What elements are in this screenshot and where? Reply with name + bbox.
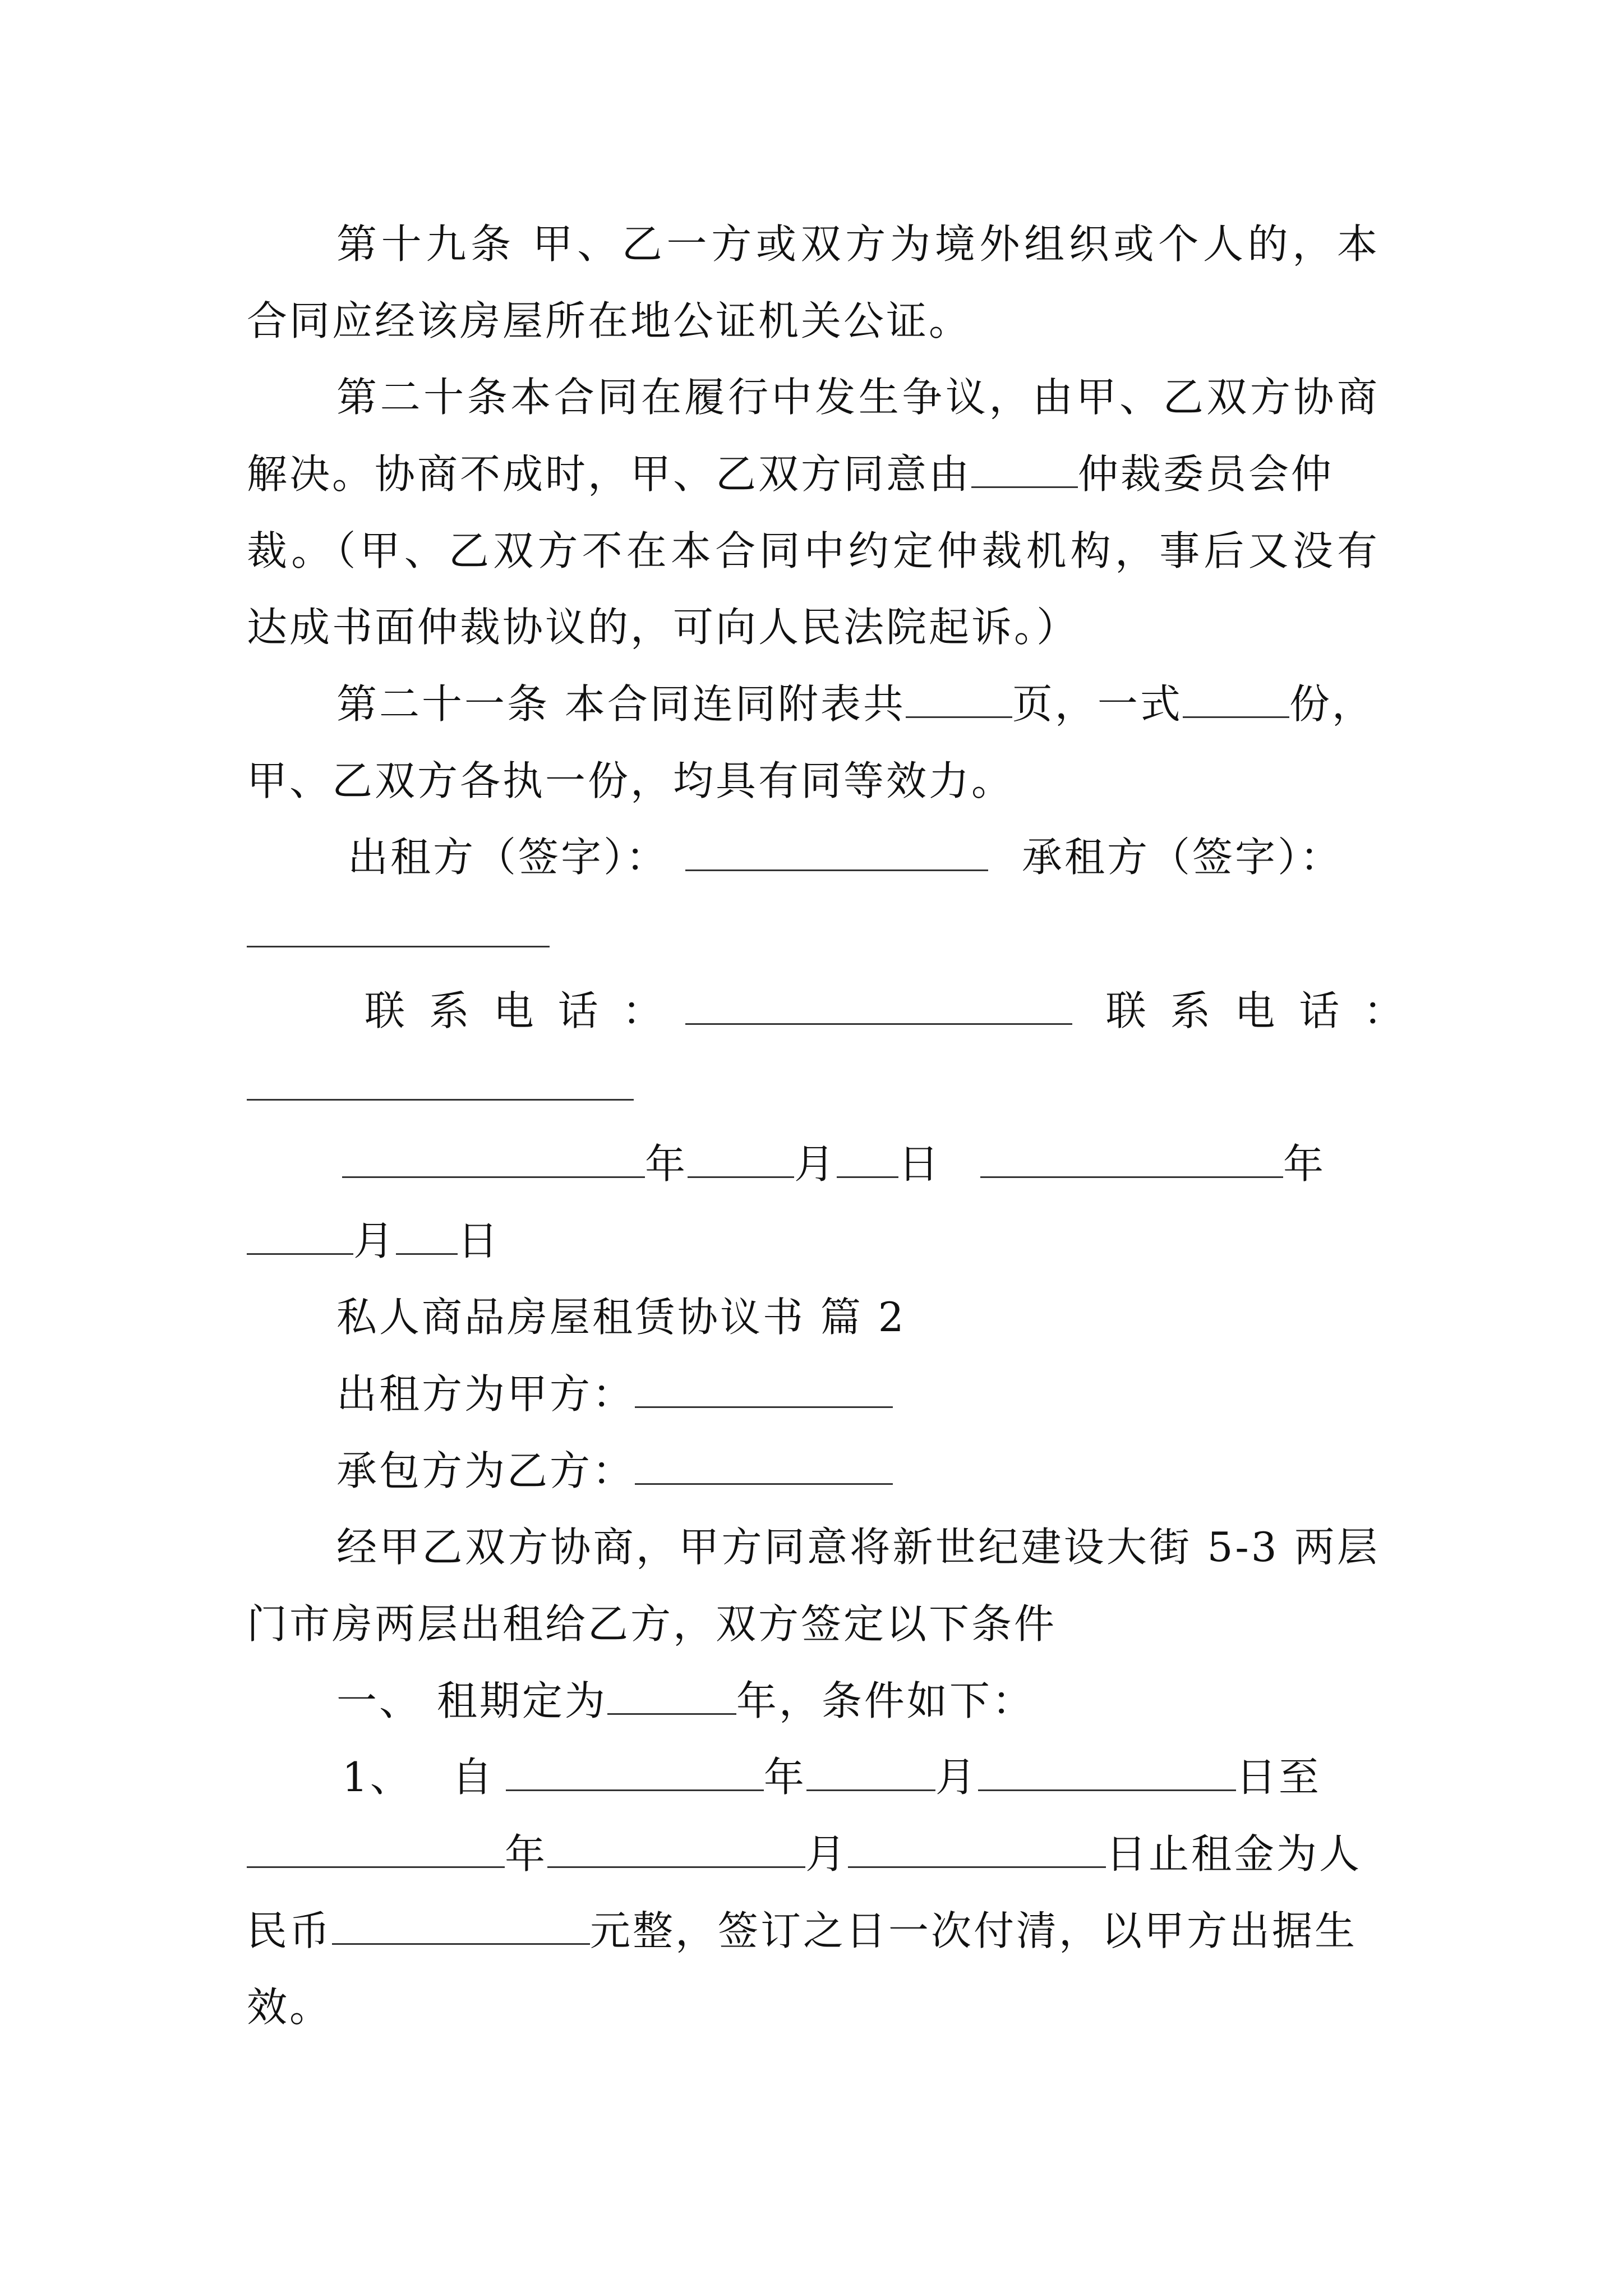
item-1-year-label: 年 (763, 1754, 806, 1801)
article-19-line-1: 第十九条 甲、乙一方或双方为境外组织或个人的，本 (336, 220, 1380, 268)
item-1-month-label: 月 (935, 1754, 978, 1801)
section-2-intro-line-1: 经甲乙双方协商，甲方同意将新世纪建设大街 5-3 两层 (336, 1524, 1380, 1571)
lessee-month-blank (247, 1218, 353, 1255)
item-1-from-label: 自 (451, 1754, 495, 1801)
lessor-day-label: 日 (898, 1140, 942, 1188)
section-2-intro-line-2: 门市房两层出租给乙方，双方签定以下条件 (247, 1600, 1057, 1648)
item-1-line-3 (247, 1908, 1380, 1953)
item-1-number: 1、 (342, 1754, 413, 1801)
lessee-sign-label: 承租方（签字）： (1022, 834, 1343, 881)
lease-years-blank (607, 1678, 736, 1715)
start-day-blank (978, 1755, 1236, 1791)
item-1-month2-label: 月 (805, 1830, 849, 1878)
date-line-2 (247, 1218, 1380, 1263)
lessor-day-blank (837, 1142, 898, 1178)
item-1-year2-label: 年 (505, 1830, 548, 1878)
item-1-rmb-label: 民币 (247, 1907, 333, 1954)
lessor-sign-blank (685, 835, 988, 871)
phone-line (365, 987, 1410, 1034)
article-21-text-b: 页，一式 (1012, 680, 1183, 728)
lessee-year-blank (980, 1142, 1283, 1178)
section-2-term-line (336, 1678, 1380, 1723)
lessee-day-blank (396, 1218, 458, 1255)
section-2-lessee-label: 承包方为乙方： (336, 1447, 635, 1494)
lessor-month-label: 月 (794, 1140, 837, 1188)
copy-count-blank (1183, 682, 1289, 718)
lessee-year-label: 年 (1283, 1140, 1326, 1188)
lessee-day-label: 日 (458, 1217, 501, 1264)
article-21-line-2: 甲、乙双方各执一份，均具有同等效力。 (247, 757, 1015, 804)
date-line (342, 1142, 1385, 1186)
lessor-phone-label: 联 系 电 话 ： (365, 987, 668, 1034)
item-1-line-4: 效。 (247, 1984, 333, 2031)
article-20-line-4: 达成书面仲裁协议的，可向人民法院起诉。） (247, 604, 1080, 651)
section-2-lessee-blank (635, 1448, 893, 1485)
section-2-lessor-blank (635, 1372, 893, 1408)
article-20-text-a: 解决。协商不成时，甲、乙双方同意由 (247, 450, 972, 498)
lessor-month-blank (688, 1142, 794, 1178)
lessor-sign-label: 出租方（签字）： (348, 834, 669, 881)
rent-amount-blank (332, 1908, 590, 1945)
item-1-line-1 (342, 1755, 1385, 1800)
item-1-line-2 (247, 1832, 1380, 1876)
end-year-blank (247, 1832, 505, 1868)
item-1-amount-text: 元整，签订之日一次付清，以甲方出据生 (590, 1907, 1358, 1954)
lessor-year-blank (342, 1142, 645, 1178)
section-2-heading: 私人商品房屋租赁协议书 篇 2 (336, 1294, 906, 1341)
lessee-phone-label: 联 系 电 话 ： (1105, 987, 1410, 1034)
article-20-line-1: 第二十条本合同在履行中发生争议，由甲、乙双方协商 (336, 374, 1380, 421)
section-2-lessor-label: 出租方为甲方： (336, 1370, 635, 1418)
start-year-blank (506, 1755, 764, 1791)
section-2-term-text-b: 年，条件如下： (736, 1677, 1035, 1724)
lessee-phone-blank (247, 1097, 634, 1101)
section-2-lessor-line (336, 1372, 1380, 1416)
item-1-to-label: 日至 (1235, 1754, 1321, 1801)
section-2-lessee-line (336, 1448, 1380, 1493)
lessee-month-label: 月 (353, 1217, 396, 1264)
section-2-term-text-a: 一、 租期定为 (336, 1677, 607, 1724)
article-20-line-2 (247, 452, 1380, 496)
item-1-rent-label: 日止租金为人 (1106, 1830, 1362, 1878)
lessor-phone-blank (685, 988, 1072, 1025)
article-21-line-1 (336, 682, 1402, 726)
article-21-text-a: 第二十一条 本合同连同附表共 (336, 680, 906, 728)
arbitration-committee-blank (971, 452, 1078, 488)
article-19-line-2: 合同应经该房屋所在地公证机关公证。 (247, 297, 972, 344)
article-21-text-c: 份， (1289, 680, 1375, 728)
start-month-blank (806, 1755, 935, 1791)
end-day-blank (848, 1832, 1106, 1868)
page-count-blank (906, 682, 1012, 718)
article-20-text-b: 仲裁委员会仲 (1078, 450, 1334, 498)
article-20-line-3: 裁。（甲、乙双方不在本合同中约定仲裁机构，事后又没有 (247, 527, 1380, 574)
lessor-year-label: 年 (645, 1140, 688, 1188)
lessee-sign-blank (247, 944, 550, 947)
signature-line (348, 835, 1391, 880)
end-month-blank (547, 1832, 805, 1868)
